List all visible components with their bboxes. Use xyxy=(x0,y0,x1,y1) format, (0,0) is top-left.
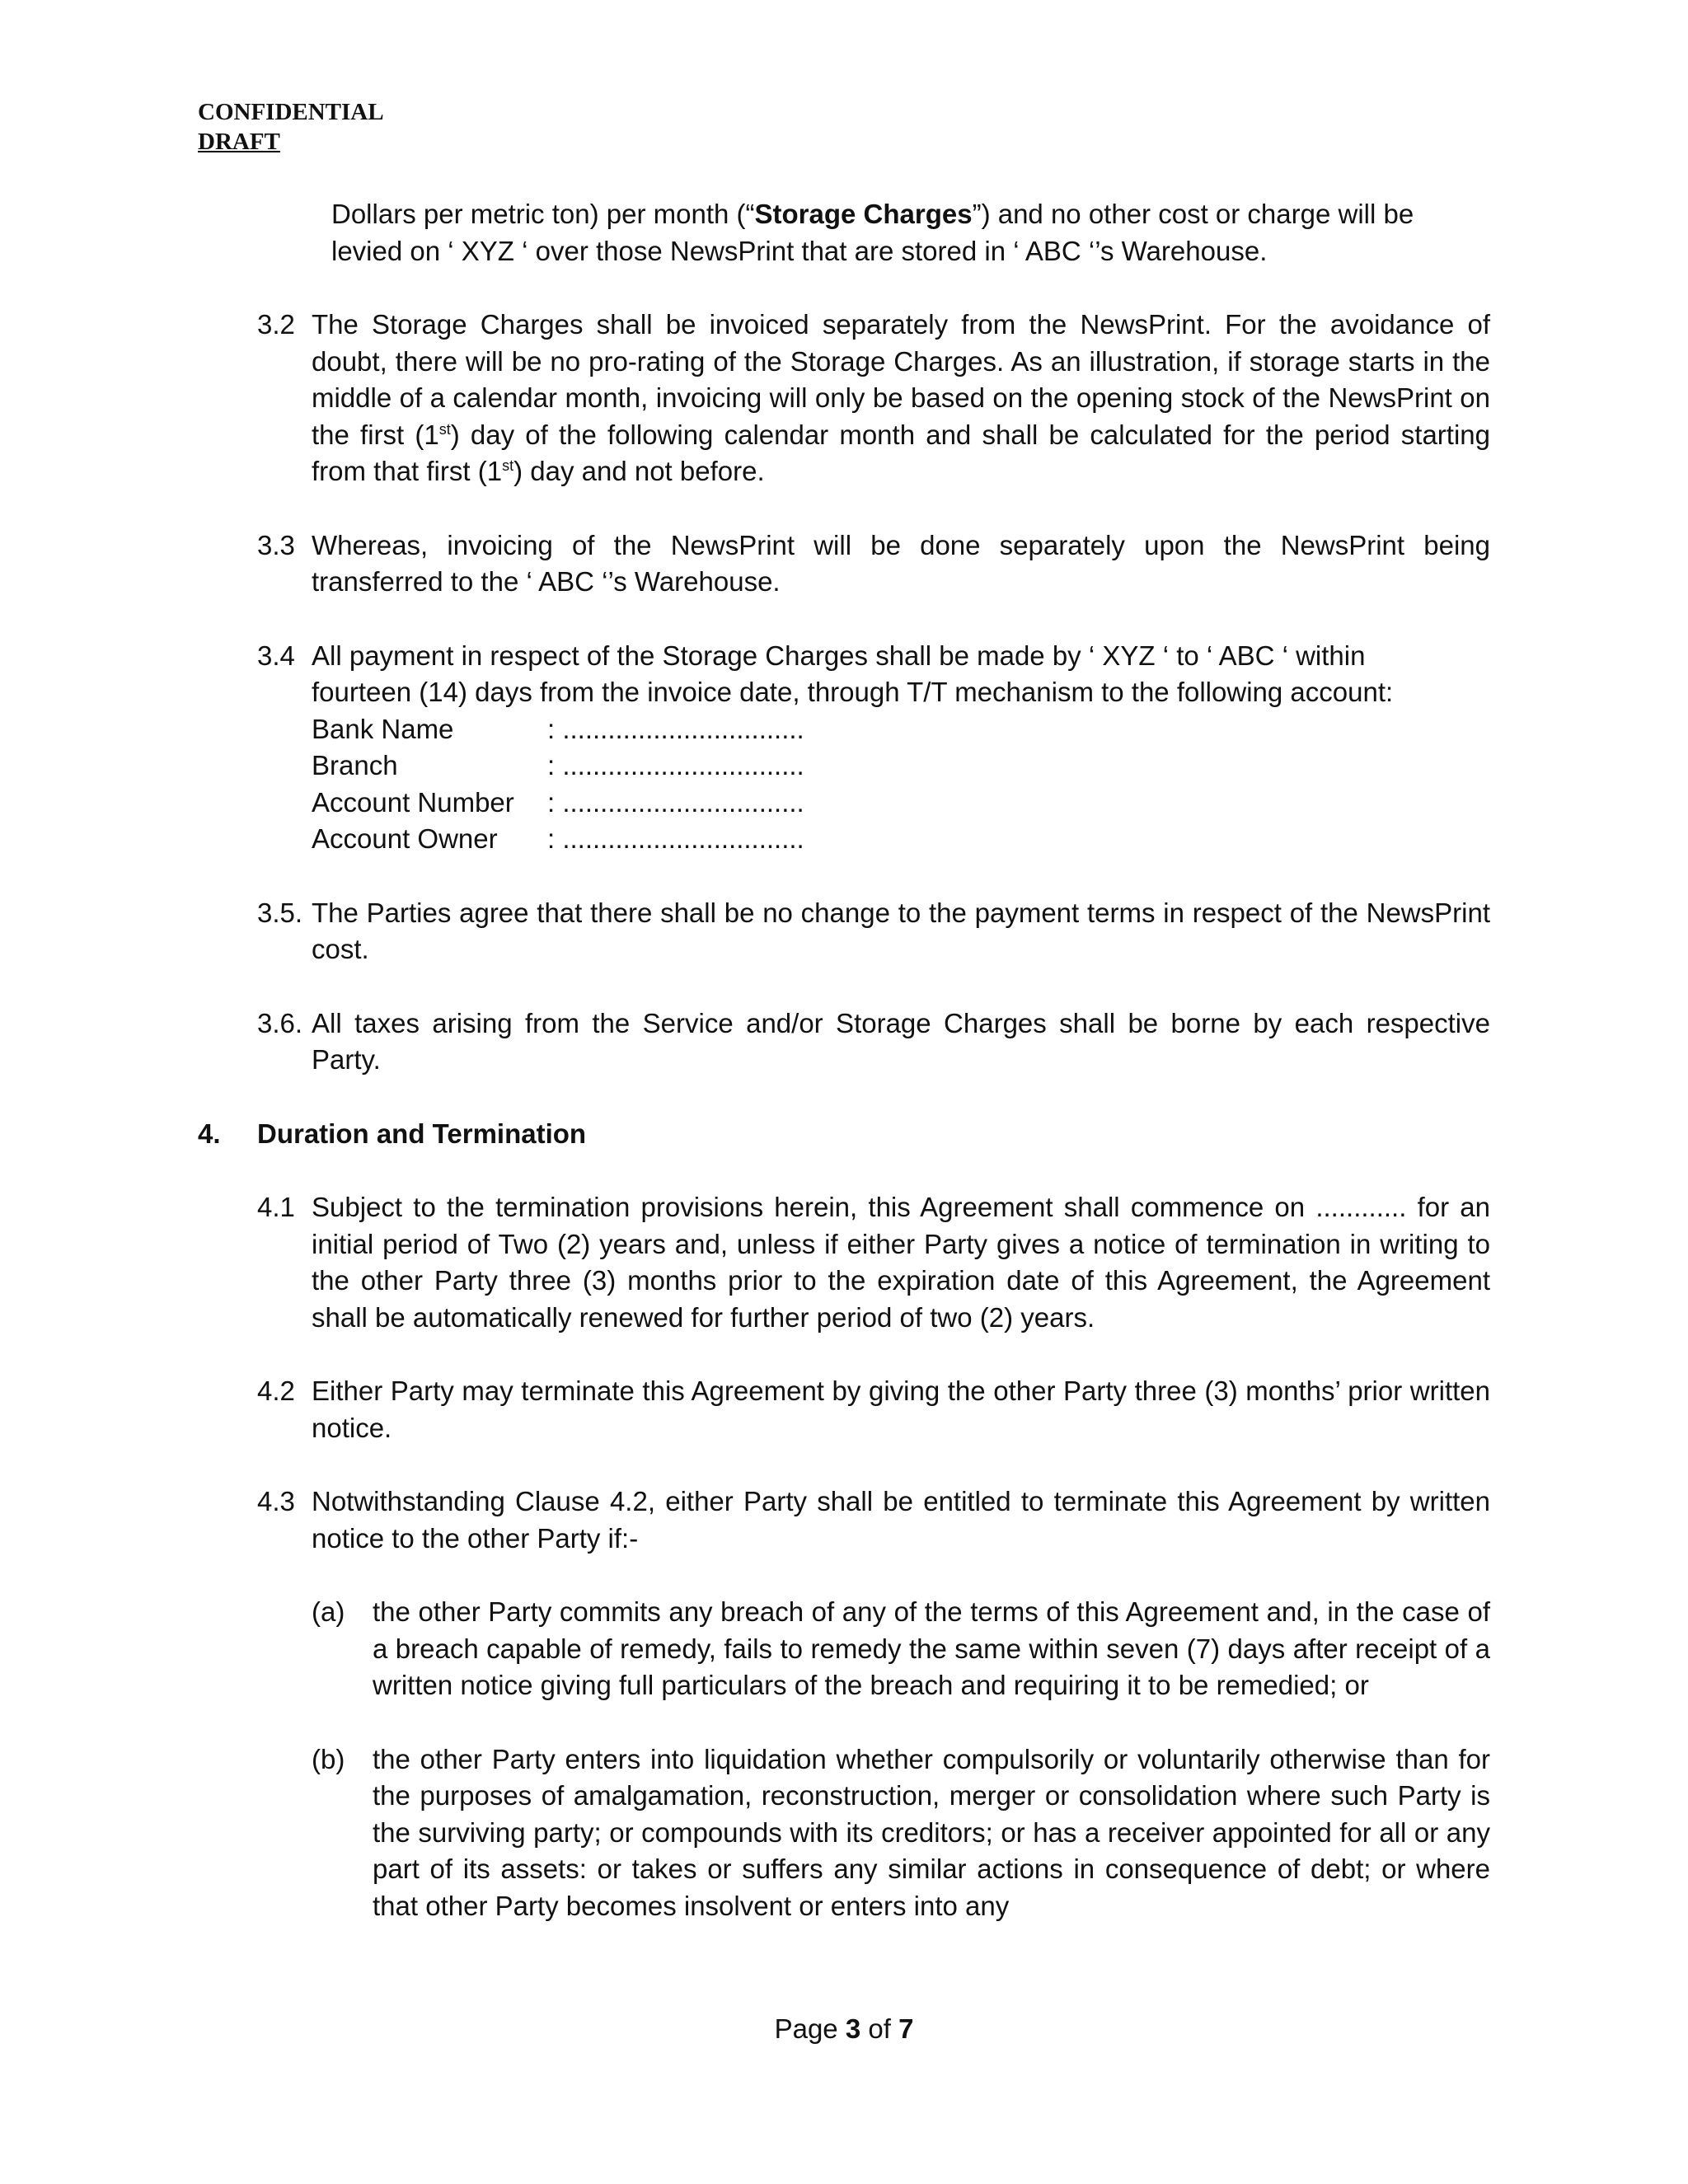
clause-text: Subject to the termination provisions herein, this Agreement shall commence on ............ for an initial period of Two (2) years and, unless if either Party gives a notice of termination in writing to the other Party three (3) months prior to the expiration date of this Agreement, the Agreement shall be automatically renewed for further period of two (2) years. xyxy=(312,1192,1490,1333)
branch-row: Branch : ................................ xyxy=(312,750,804,780)
clause-4-1 xyxy=(198,1189,1490,1336)
storage-charges-term: Storage Charges xyxy=(754,199,973,229)
clause-number: 3.2 xyxy=(257,309,295,340)
section-number: 4. xyxy=(198,1118,221,1149)
section-title: Duration and Termination xyxy=(257,1118,587,1149)
clause-number: 4.1 xyxy=(257,1192,295,1222)
clause-number: 4.2 xyxy=(257,1376,295,1406)
sub-clause-b xyxy=(198,1741,1490,1925)
section-4-heading xyxy=(198,1116,1490,1153)
sub-clause-a xyxy=(198,1594,1490,1704)
clause-number: 4.3 xyxy=(257,1486,295,1516)
clause-text: All payment in respect of the Storage Charges shall be made by ‘ XYZ ‘ to ‘ ABC ‘ within fourteen (14) days from the invoice date, through T/T mechanism to the following account: Bank Name : ................................ Branch : ................................ Account Number : ................................ Account Owner : ................................ xyxy=(312,638,1490,858)
clause-3-5 xyxy=(198,895,1490,968)
page-number: Page 3 of 7 xyxy=(774,2013,914,2044)
draft-label: DRAFT xyxy=(198,129,280,155)
sub-clause-label: (b) xyxy=(312,1743,345,1774)
bank-name-row: Bank Name : ................................ xyxy=(312,713,804,744)
sub-clause-label: (a) xyxy=(312,1596,345,1627)
clause-text: The Parties agree that there shall be no change to the payment terms in respect of the NewsPrint cost. xyxy=(312,897,1490,964)
clause-3-4 xyxy=(198,638,1490,858)
clause-text: Whereas, invoicing of the NewsPrint will be done separately upon the NewsPrint being transferred to the ‘ ABC ‘’s Warehouse. xyxy=(312,529,1490,597)
clause-text: All taxes arising from the Service and/or Storage Charges shall be borne by each respective Party. xyxy=(312,1007,1490,1075)
account-owner-row: Account Owner : ................................ xyxy=(312,823,804,854)
clause-3-2 xyxy=(198,307,1490,490)
confidential-label: CONFIDENTIAL xyxy=(198,99,384,125)
clause-number: 3.6. xyxy=(257,1007,303,1038)
clause-4-3 xyxy=(198,1483,1490,1557)
account-number-row: Account Number : ................................ xyxy=(312,786,804,818)
intro-paragraph: Dollars per metric ton) per month (“Storage Charges”) and no other cost or charge will be levied on ‘ XYZ ‘ over those NewsPrint that are stored in ‘ ABC ‘’s Warehouse. xyxy=(331,199,1414,266)
clause-4-2 xyxy=(198,1373,1490,1446)
clause-3-3 xyxy=(198,527,1490,601)
clause-number: 3.4 xyxy=(257,640,295,671)
sub-clause-text: the other Party commits any breach of any of the terms of this Agreement and, in the case of a breach capable of remedy, fails to remedy the same within seven (7) days after receipt of a written notice giving full particulars of the breach and requiring it to be remedied; or xyxy=(373,1596,1490,1700)
clause-number: 3.5. xyxy=(257,897,303,928)
clause-number: 3.3 xyxy=(257,529,295,560)
document-body xyxy=(198,196,1490,1924)
clause-text: Notwithstanding Clause 4.2, either Party shall be entitled to terminate this Agreement by written notice to the other Party if:- xyxy=(312,1486,1490,1554)
clause-3-6 xyxy=(198,1005,1490,1079)
document-header xyxy=(198,97,384,157)
sub-clause-text: the other Party enters into liquidation whether compulsorily or voluntarily otherwise than for the purposes of amalgamation, reconstruction, merger or consolidation where such Party is the surviving party; or compounds with its creditors; or has a receiver appointed for all or any part of its assets: or takes or suffers any similar actions in consequence of debt; or where that other Party becomes insolvent or enters into any xyxy=(373,1743,1490,1921)
clause-text: The Storage Charges shall be invoiced separately from the NewsPrint. For the avoidance of doubt, there will be no pro-rating of the Storage Charges. As an illustration, if storage starts in the middle of a calendar month, invoicing will only be based on the opening stock of the NewsPrint on the first (1st) day of the following calendar month and shall be calculated for the period starting from that first (1st) day and not before. xyxy=(312,309,1490,486)
clause-text: Either Party may terminate this Agreement by giving the other Party three (3) months’ prior written notice. xyxy=(312,1376,1490,1443)
